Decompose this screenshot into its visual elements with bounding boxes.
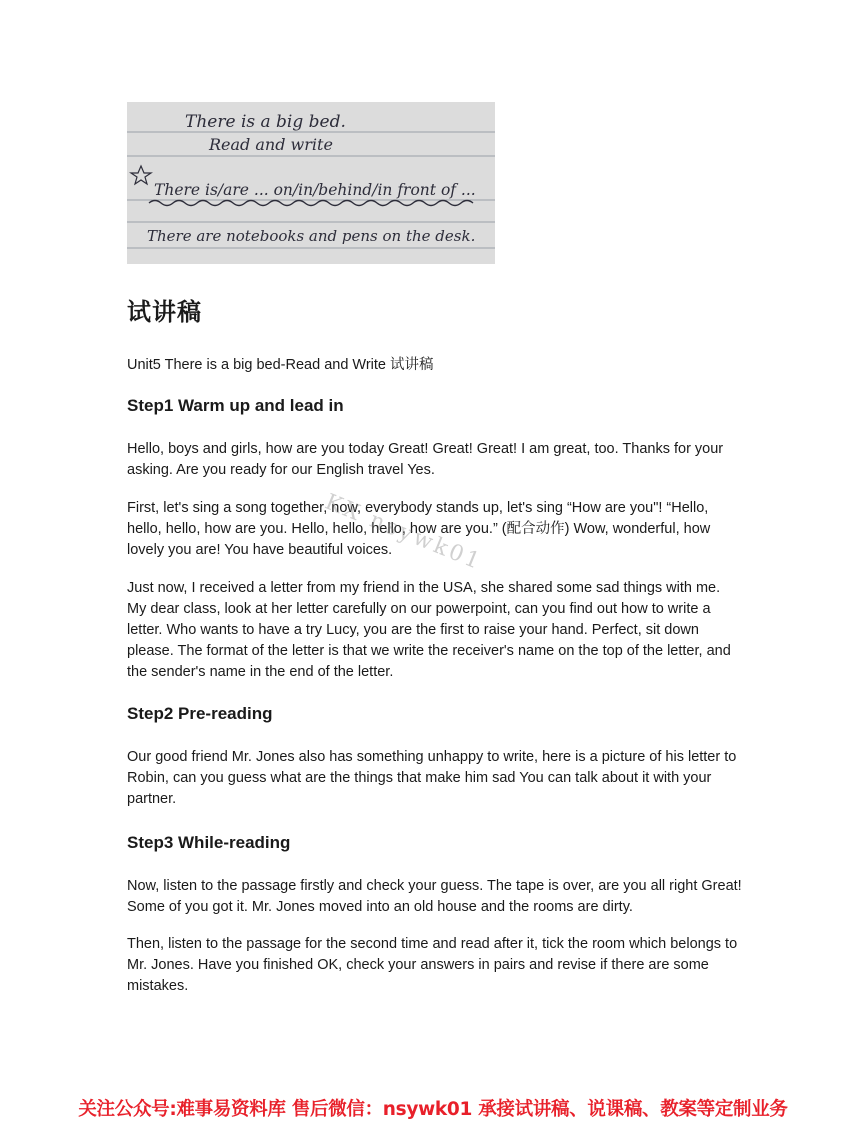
- handwriting-line-3: There is/are ... on/in/behind/in front of ...: [154, 181, 476, 199]
- handwriting-line-4: There are notebooks and pens on the desk.: [147, 227, 476, 245]
- handwriting-line-1: There is a big bed.: [185, 112, 346, 132]
- step1-paragraph-3: Just now, I received a letter from my friend in the USA, she shared some sad things with me. My dear class, look at her letter carefully on our powerpoint, can you find out how to write a letter. Who wants to have a try Lucy, you are the first to raise your hand. Perfect, sit down please. The format of the letter is that we write the receiver's name on the top of the letter, and the sender's name in the end of the letter.: [127, 580, 731, 680]
- footer-banner: [0, 1094, 866, 1122]
- watermark: KX nsywk01: [321, 489, 486, 576]
- step2-paragraph-1: Our good friend Mr. Jones also has something unhappy to write, here is a picture of his letter to Robin, can you guess what are the things that make him sad You can talk about it with your partner.: [127, 749, 737, 807]
- step3-heading: Step3 While-reading: [127, 833, 291, 852]
- step3-paragraph-1: Now, listen to the passage firstly and check your guess. The tape is over, are you all right Great! Some of you got it. Mr. Jones moved into an old house and the rooms are dirty.: [127, 878, 742, 915]
- footer-text: 关注公众号:难事易资料库 售后微信：nsywk01 承接试讲稿、说课稿、教案等定制业务: [78, 1099, 788, 1120]
- step1-paragraph-2: First, let's sing a song together, now, everybody stands up, let's sing “How are you"! “Hello, hello, hello, how are you. Hello, hello, hello, how are you.” (配合动作) Wow, wonderful, how lovely you are! You have beautiful voices.: [127, 500, 711, 558]
- handwriting-line-2: Read and write: [209, 135, 333, 154]
- document-subtitle: Unit5 There is a big bed-Read and Write 试讲稿: [127, 357, 434, 373]
- step1-paragraph-1: Hello, boys and girls, how are you today Great! Great! Great! I am great, too. Thanks for your asking. Are you ready for our English travel Yes.: [127, 441, 724, 478]
- step1-heading: Step1 Warm up and lead in: [127, 396, 344, 415]
- step3-paragraph-2: Then, listen to the passage for the second time and read after it, tick the room which belongs to Mr. Jones. Have you finished OK, check your answers in pairs and revise if there are some mistakes.: [127, 936, 738, 994]
- step2-heading: Step2 Pre-reading: [127, 704, 273, 723]
- handwriting-photo: [127, 102, 495, 264]
- page-title: 试讲稿: [127, 298, 202, 326]
